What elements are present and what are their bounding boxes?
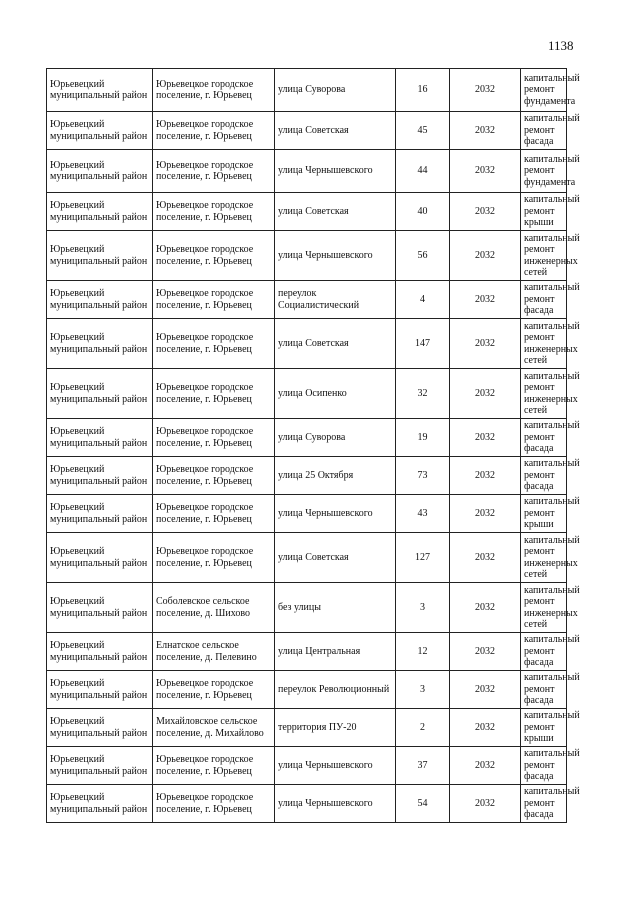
settlement-cell: Юрьевецкое городское поселение, г. Юрьевец — [153, 495, 275, 533]
table-row — [47, 457, 567, 495]
year-cell: 2032 — [450, 150, 521, 193]
settlement-cell: Юрьевецкое городское поселение, г. Юрьевец — [153, 671, 275, 709]
street-cell: улица Советская — [275, 533, 396, 583]
year-cell: 2032 — [450, 457, 521, 495]
house-number-cell: 4 — [396, 281, 450, 319]
house-number-cell: 54 — [396, 785, 450, 823]
settlement-cell: Юрьевецкое городское поселение, г. Юрьевец — [153, 785, 275, 823]
street-cell: улица Советская — [275, 193, 396, 231]
street-cell: улица 25 Октября — [275, 457, 396, 495]
work-type-cell: капитальный ремонт фундамента — [521, 150, 567, 193]
table-row — [47, 709, 567, 747]
work-type-cell: капитальный ремонт крыши — [521, 495, 567, 533]
settlement-cell: Юрьевецкое городское поселение, г. Юрьевец — [153, 281, 275, 319]
settlement-cell: Юрьевецкое городское поселение, г. Юрьевец — [153, 193, 275, 231]
year-cell: 2032 — [450, 69, 521, 112]
settlement-cell: Юрьевецкое городское поселение, г. Юрьевец — [153, 150, 275, 193]
house-number-cell: 147 — [396, 319, 450, 369]
work-type-cell: капитальный ремонт инженерных сетей — [521, 369, 567, 419]
district-cell: Юрьевецкий муниципальный район — [47, 231, 153, 281]
district-cell: Юрьевецкий муниципальный район — [47, 533, 153, 583]
table-row — [47, 633, 567, 671]
table-row — [47, 495, 567, 533]
work-type-cell: капитальный ремонт инженерных сетей — [521, 583, 567, 633]
table-row — [47, 785, 567, 823]
district-cell: Юрьевецкий муниципальный район — [47, 319, 153, 369]
settlement-cell: Юрьевецкое городское поселение, г. Юрьевец — [153, 319, 275, 369]
district-cell: Юрьевецкий муниципальный район — [47, 671, 153, 709]
district-cell: Юрьевецкий муниципальный район — [47, 419, 153, 457]
district-cell: Юрьевецкий муниципальный район — [47, 633, 153, 671]
house-number-cell: 45 — [396, 112, 450, 150]
settlement-cell: Юрьевецкое городское поселение, г. Юрьевец — [153, 369, 275, 419]
settlement-cell: Юрьевецкое городское поселение, г. Юрьевец — [153, 69, 275, 112]
repair-schedule-table — [46, 68, 580, 823]
work-type-cell: капитальный ремонт фасада — [521, 785, 567, 823]
house-number-cell: 40 — [396, 193, 450, 231]
table-row — [47, 193, 567, 231]
work-type-cell: капитальный ремонт инженерных сетей — [521, 319, 567, 369]
table-row — [47, 281, 567, 319]
house-number-cell: 43 — [396, 495, 450, 533]
work-type-cell: капитальный ремонт фасада — [521, 747, 567, 785]
district-cell: Юрьевецкий муниципальный район — [47, 457, 153, 495]
street-cell: улица Чернышевского — [275, 150, 396, 193]
settlement-cell: Елнатское сельское поселение, д. Пелевино — [153, 633, 275, 671]
house-number-cell: 12 — [396, 633, 450, 671]
street-cell: улица Суворова — [275, 69, 396, 112]
year-cell: 2032 — [450, 369, 521, 419]
table-row — [47, 231, 567, 281]
table-row — [47, 369, 567, 419]
year-cell: 2032 — [450, 709, 521, 747]
street-cell: без улицы — [275, 583, 396, 633]
street-cell: улица Советская — [275, 112, 396, 150]
table-row — [47, 319, 567, 369]
street-cell: улица Советская — [275, 319, 396, 369]
district-cell: Юрьевецкий муниципальный район — [47, 112, 153, 150]
year-cell: 2032 — [450, 231, 521, 281]
table-row — [47, 112, 567, 150]
district-cell: Юрьевецкий муниципальный район — [47, 709, 153, 747]
street-cell: переулок Социалистический — [275, 281, 396, 319]
house-number-cell: 44 — [396, 150, 450, 193]
house-number-cell: 3 — [396, 583, 450, 633]
house-number-cell: 19 — [396, 419, 450, 457]
street-cell: улица Чернышевского — [275, 231, 396, 281]
street-cell: улица Осипенко — [275, 369, 396, 419]
year-cell: 2032 — [450, 319, 521, 369]
work-type-cell: капитальный ремонт фасада — [521, 281, 567, 319]
settlement-cell: Юрьевецкое городское поселение, г. Юрьевец — [153, 419, 275, 457]
work-type-cell: капитальный ремонт фасада — [521, 457, 567, 495]
street-cell: переулок Революционный — [275, 671, 396, 709]
work-type-cell: капитальный ремонт фасада — [521, 633, 567, 671]
year-cell: 2032 — [450, 193, 521, 231]
year-cell: 2032 — [450, 112, 521, 150]
settlement-cell: Юрьевецкое городское поселение, г. Юрьевец — [153, 231, 275, 281]
year-cell: 2032 — [450, 583, 521, 633]
house-number-cell: 73 — [396, 457, 450, 495]
year-cell: 2032 — [450, 419, 521, 457]
street-cell: улица Суворова — [275, 419, 396, 457]
year-cell: 2032 — [450, 785, 521, 823]
table-row — [47, 671, 567, 709]
district-cell: Юрьевецкий муниципальный район — [47, 785, 153, 823]
table-body — [47, 69, 580, 823]
year-cell: 2032 — [450, 495, 521, 533]
year-cell: 2032 — [450, 671, 521, 709]
house-number-cell: 32 — [396, 369, 450, 419]
district-cell: Юрьевецкий муниципальный район — [47, 583, 153, 633]
settlement-cell: Юрьевецкое городское поселение, г. Юрьевец — [153, 112, 275, 150]
house-number-cell: 56 — [396, 231, 450, 281]
settlement-cell: Соболевское сельское поселение, д. Шихово — [153, 583, 275, 633]
work-type-cell: капитальный ремонт инженерных сетей — [521, 231, 567, 281]
district-cell: Юрьевецкий муниципальный район — [47, 747, 153, 785]
street-cell: улица Чернышевского — [275, 785, 396, 823]
work-type-cell: капитальный ремонт инженерных сетей — [521, 533, 567, 583]
table-row — [47, 419, 567, 457]
year-cell: 2032 — [450, 633, 521, 671]
house-number-cell: 37 — [396, 747, 450, 785]
house-number-cell: 16 — [396, 69, 450, 112]
district-cell: Юрьевецкий муниципальный район — [47, 150, 153, 193]
district-cell: Юрьевецкий муниципальный район — [47, 281, 153, 319]
table-row — [47, 150, 567, 193]
work-type-cell: капитальный ремонт крыши — [521, 709, 567, 747]
street-cell: территория ПУ-20 — [275, 709, 396, 747]
district-cell: Юрьевецкий муниципальный район — [47, 369, 153, 419]
street-cell: улица Центральная — [275, 633, 396, 671]
year-cell: 2032 — [450, 747, 521, 785]
street-cell: улица Чернышевского — [275, 747, 396, 785]
year-cell: 2032 — [450, 281, 521, 319]
district-cell: Юрьевецкий муниципальный район — [47, 193, 153, 231]
table-row — [47, 69, 567, 112]
settlement-cell: Юрьевецкое городское поселение, г. Юрьевец — [153, 747, 275, 785]
settlement-cell: Юрьевецкое городское поселение, г. Юрьевец — [153, 533, 275, 583]
settlement-cell: Михайловское сельское поселение, д. Михайлово — [153, 709, 275, 747]
table-row — [47, 583, 567, 633]
house-number-cell: 127 — [396, 533, 450, 583]
page-number: 1138 — [548, 38, 574, 53]
house-number-cell: 3 — [396, 671, 450, 709]
work-type-cell: капитальный ремонт фасада — [521, 112, 567, 150]
work-type-cell: капитальный ремонт крыши — [521, 193, 567, 231]
district-cell: Юрьевецкий муниципальный район — [47, 69, 153, 112]
district-cell: Юрьевецкий муниципальный район — [47, 495, 153, 533]
work-type-cell: капитальный ремонт фасада — [521, 671, 567, 709]
table-row — [47, 533, 567, 583]
settlement-cell: Юрьевецкое городское поселение, г. Юрьевец — [153, 457, 275, 495]
work-type-cell: капитальный ремонт фасада — [521, 419, 567, 457]
house-number-cell: 2 — [396, 709, 450, 747]
year-cell: 2032 — [450, 533, 521, 583]
table-row — [47, 747, 567, 785]
street-cell: улица Чернышевского — [275, 495, 396, 533]
work-type-cell: капитальный ремонт фундамента — [521, 69, 567, 112]
